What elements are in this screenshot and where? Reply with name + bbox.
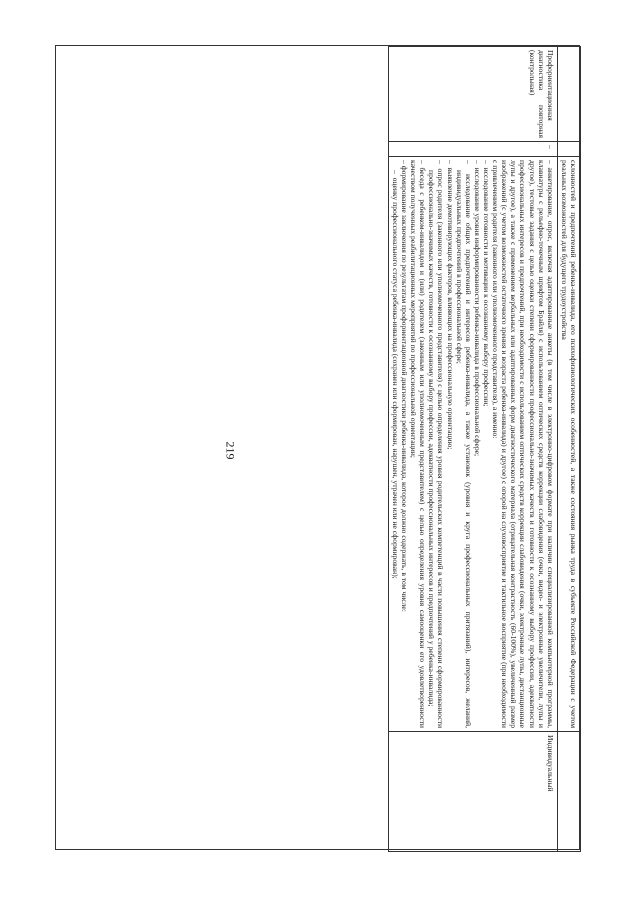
- conversation-paragraph: – беседа с ребенком-инвалидом и (или) родителем (законным или уполномоченным представителем) с целью определения уровня самооценки его удовлетворенности качеством полученных реабилитационных мероприятий по профессиональной ориентации;: [409, 160, 428, 728]
- list-item: – исследование общих предпочтений и интересов ребенка-инвалида, а также установок (уровня и круга профессиональных притязаний), интересов, желаний, индивидуальных предпочтений в профессиональной сфере;: [454, 160, 473, 729]
- conclusion-paragraph: – формирование заключения по результатам профориентационной диагностики ребенка-инвалида, которое должно содержать, в том числе:: [400, 160, 410, 612]
- list-item: – выявление демотивирующих факторов, влияющих на профессиональную ориентацию;: [445, 160, 455, 450]
- table-row: [557, 47, 580, 852]
- measure-description: [388, 157, 557, 732]
- table-cell-text: склонностей и предпочтений ребенка-инвалида, его психофизиологических особенностей, а также состояния рынка труда в субъекте Российской Федерации с учетом реальных возможностей для будущего трудоустройства: [557, 157, 580, 732]
- document-table-frame: [55, 45, 580, 850]
- measure-title: Профориентационная диагностика повторная (контрольная): [388, 47, 557, 142]
- table-cell: [557, 142, 580, 157]
- table-cell: [557, 732, 580, 852]
- table-cell: [557, 47, 580, 142]
- list-item: – оценку профессионального статуса ребенка-инвалида (сохранен или сформирован, нарушен, утрачен или не сформирован);: [390, 170, 400, 579]
- list-item: – опрос родителя (законного или уполномоченного представителя) с целью определения уровня родительских компетенций в части повышения степени сформированности профессионально-значимых качеств, готовности к осознанному выбору профессии, адекватности профессиональных интересов и предпочтений у ребенка-инвалида;: [427, 160, 446, 729]
- measure-format: Индивидуальный: [388, 732, 557, 852]
- list-item: – исследование готовности и мотивации к осознанному выбору профессии;: [482, 160, 492, 407]
- measure-dash: –: [388, 142, 557, 157]
- page-number: 219: [223, 441, 238, 460]
- lead-paragraph: – анкетирование, опрос, включая адаптированные анкеты (в том числе в электронно-цифровом формате при наличии специализированной компьютерной программы, клавиатуры с рельефно-точечным шрифтом Брайля) с использованием оптических средств коррекции слабовидения (очки, видео- и электронные увеличители, лупы и другое), тестовые задания с целью оценки степени сформированности профессионально-значимых качеств и готовности к осознанному выбору профессии, адекватности профессиональных интересов и предпочтений, при необходимости с использованием оптических средств коррекции слабовидения (очки, электронные лупы, дистанционные лупы и другое), а также с применением вербальных или адаптированных форм диагностического материала (отрицательная контрастность (60-100%), увеличенный размер изображений (с учетом возможностей остаточного зрения и возраста ребенка-инвалида) и другое) с опорой на слуховосприятие и тактильное восприятие (при необходимости с привлечением родителя (законного или уполномоченного представителя), а именно:: [491, 160, 555, 728]
- table-row: [388, 47, 557, 852]
- list-item: – исследование уровня информированности ребенка-инвалида в профессиональной сфере;: [472, 160, 482, 457]
- rehabilitation-table: [388, 46, 581, 852]
